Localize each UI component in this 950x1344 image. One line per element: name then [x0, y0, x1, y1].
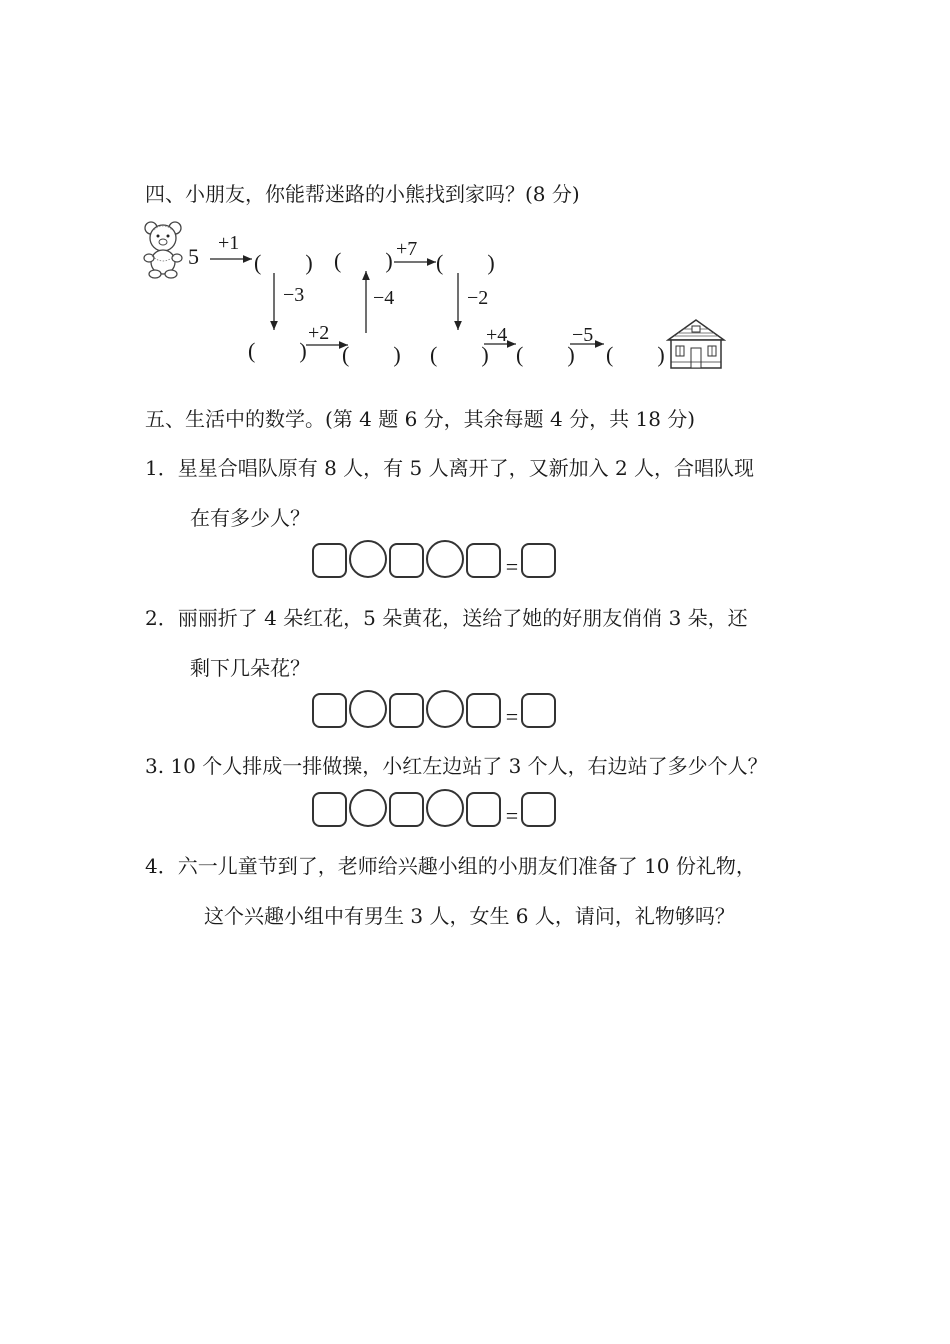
op-sub3: −3	[283, 284, 305, 306]
operator-circle[interactable]	[426, 690, 464, 728]
question-1-line-1: 1．星星合唱队原有 8 人，有 5 人离开了，又新加入 2 人，合唱队现	[145, 456, 755, 480]
operator-circle[interactable]	[349, 690, 387, 728]
answer-box[interactable]	[466, 543, 501, 578]
blank-5[interactable]: ( )	[436, 250, 495, 275]
op-sub2: −2	[467, 287, 489, 309]
blank-6[interactable]: ( )	[430, 342, 489, 367]
blank-7[interactable]: ( )	[516, 342, 575, 367]
result-box[interactable]	[521, 792, 556, 827]
op-add1: +1	[218, 232, 240, 254]
op-sub4: −4	[373, 287, 395, 309]
answer-equation-3[interactable]	[312, 789, 558, 827]
start-number: 5	[188, 244, 199, 269]
operator-circle[interactable]	[426, 789, 464, 827]
answer-box[interactable]	[312, 693, 347, 728]
question-3-line-1: 3. 10 个人排成一排做操，小红左边站了 3 个人，右边站了多少个人？	[145, 754, 768, 778]
answer-box[interactable]	[312, 792, 347, 827]
question-2-line-2: 剩下几朵花？	[190, 656, 310, 680]
question-4-line-2: 这个兴趣小组中有男生 3 人，女生 6 人，请问，礼物够吗？	[204, 904, 735, 928]
blank-2[interactable]: ( )	[248, 338, 307, 363]
blank-8[interactable]: ( )	[606, 342, 665, 367]
answer-box[interactable]	[466, 792, 501, 827]
equals-sign: =	[505, 704, 519, 729]
op-add7: +7	[396, 238, 418, 260]
op-add2: +2	[308, 322, 330, 344]
question-1-line-2: 在有多少人？	[190, 506, 310, 530]
answer-equation-2[interactable]	[312, 690, 558, 728]
answer-box[interactable]	[389, 693, 424, 728]
answer-box[interactable]	[312, 543, 347, 578]
result-box[interactable]	[521, 693, 556, 728]
operator-circle[interactable]	[349, 540, 387, 578]
answer-equation-1[interactable]	[312, 540, 558, 578]
question-2-line-1: 2．丽丽折了 4 朵红花，5 朵黄花，送给了她的好朋友俏俏 3 朵，还	[145, 606, 748, 630]
op-sub5: −5	[572, 324, 594, 346]
operator-circle[interactable]	[349, 789, 387, 827]
result-box[interactable]	[521, 543, 556, 578]
operator-circle[interactable]	[426, 540, 464, 578]
equals-sign: =	[505, 554, 519, 579]
blank-4[interactable]: ( )	[334, 248, 393, 273]
answer-box[interactable]	[389, 792, 424, 827]
op-add4: +4	[486, 324, 508, 346]
question-4-line-1: 4．六一儿童节到了，老师给兴趣小组的小朋友们准备了 10 份礼物，	[145, 854, 756, 878]
blank-1[interactable]: ( )	[254, 250, 313, 275]
blank-3[interactable]: ( )	[342, 342, 401, 367]
section-4-title: 四、小朋友，你能帮迷路的小熊找到家吗？(8 分)	[145, 182, 580, 206]
equals-sign: =	[505, 803, 519, 828]
answer-box[interactable]	[466, 693, 501, 728]
section-5-title: 五、生活中的数学。(第 4 题 6 分，其余每题 4 分，共 18 分)	[145, 407, 696, 431]
answer-box[interactable]	[389, 543, 424, 578]
